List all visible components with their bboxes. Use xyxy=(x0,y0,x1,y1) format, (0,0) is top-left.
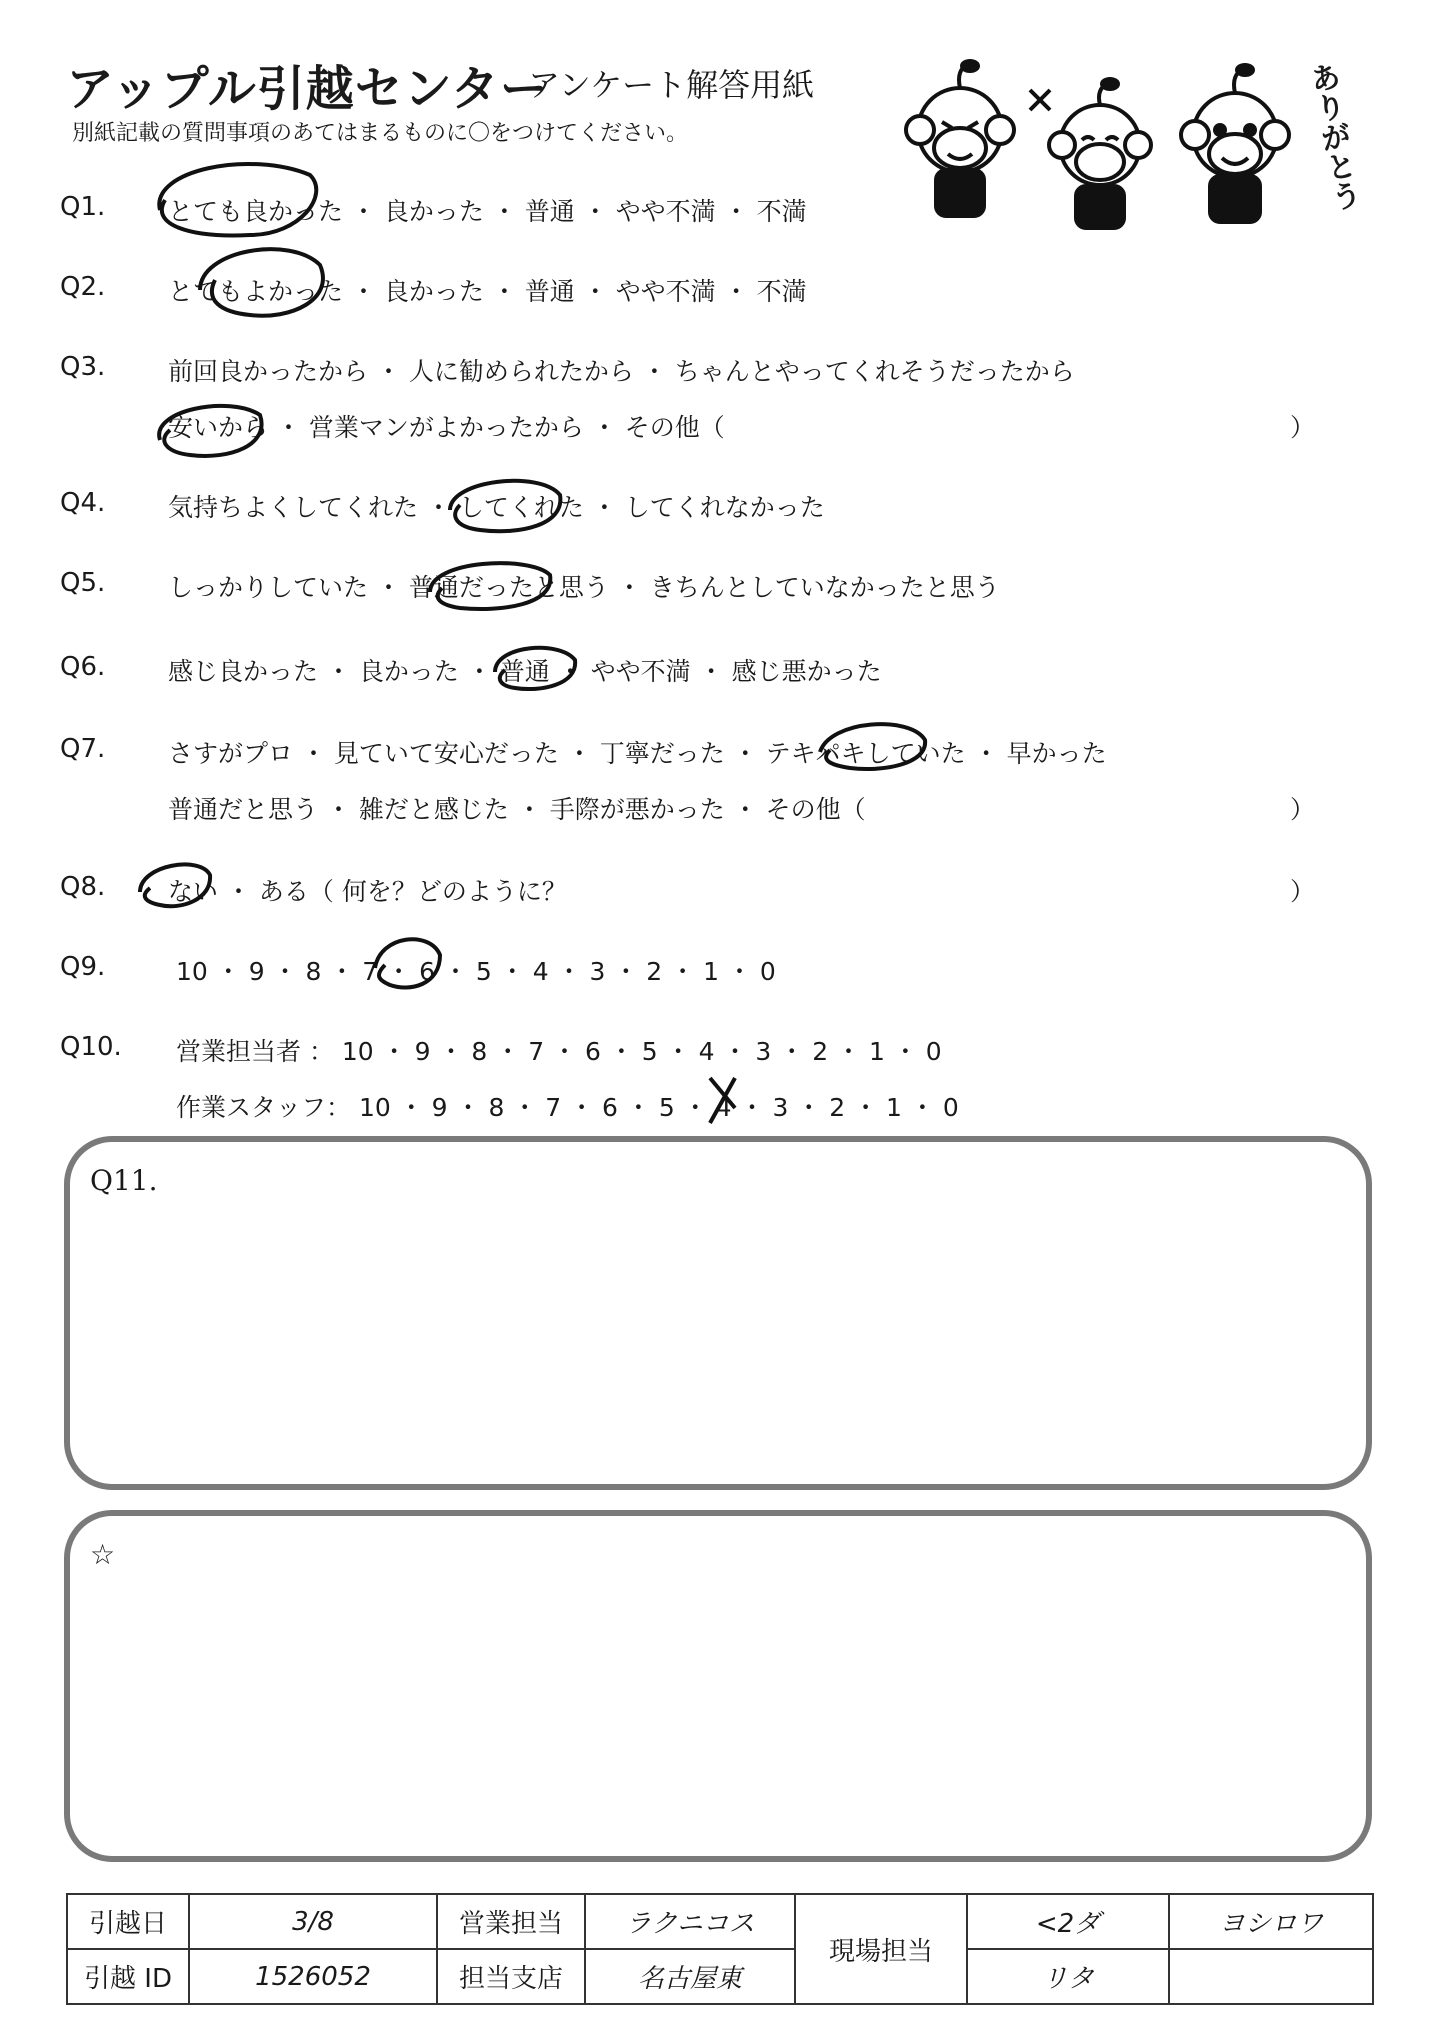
question-label: Q10. xyxy=(60,1032,122,1062)
branch-label: 担当支店 xyxy=(437,1949,585,2004)
move-date-value[interactable]: 3/8 xyxy=(189,1894,437,1949)
star-label: ☆ xyxy=(90,1538,116,1571)
question-options[interactable]: 10 ・ 9 ・ 8 ・ 7 ・ 6 ・ 5 ・ 4 ・ 3 ・ 2 ・ 1 ・ 0 xyxy=(176,957,776,986)
footer-info-table xyxy=(66,1893,1374,2005)
q11-label: Q11. xyxy=(90,1164,158,1197)
question-options[interactable]: さすがプロ ・ 見ていて安心だった ・ 丁寧だった ・ テキパキしていた ・ 早かった xyxy=(168,739,1107,768)
question-label: Q4. xyxy=(60,488,106,518)
thanks-text: ありがとう xyxy=(1302,60,1363,214)
question-options[interactable]: しっかりしていた ・ 普通だったと思う ・ きちんとしていなかったと思う xyxy=(168,573,1000,602)
question-label: Q3. xyxy=(60,352,106,382)
question-options[interactable]: 営業担当者 ： 10 ・ 9 ・ 8 ・ 7 ・ 6 ・ 5 ・ 4 ・ 3 ・ 2 ・ 1 ・ 0 xyxy=(176,1037,942,1066)
question-label: Q6. xyxy=(60,652,106,682)
question-label: Q5. xyxy=(60,568,106,598)
paren-close: ） xyxy=(1290,795,1316,824)
question-options[interactable]: とても良かった ・ 良かった ・ 普通 ・ やや不満 ・ 不満 xyxy=(168,197,807,226)
sales-value[interactable]: ラクニコス xyxy=(585,1894,795,1949)
question-options[interactable]: 前回良かったから ・ 人に勧められたから ・ ちゃんとやってくれそうだったから xyxy=(168,357,1075,386)
branch-value[interactable]: 名古屋東 xyxy=(585,1949,795,2004)
question-label: Q9. xyxy=(60,952,106,982)
site-value-4[interactable] xyxy=(1169,1949,1373,2004)
form-title: アップル引越センター xyxy=(66,61,549,117)
star-comment-box[interactable] xyxy=(64,1510,1372,1862)
question-label: Q1. xyxy=(60,192,106,222)
question-options[interactable]: 気持ちよくしてくれた ・ してくれた ・ してくれなかった xyxy=(168,493,825,522)
instruction-text: 別紙記載の質問事項のあてはまるものに〇をつけてください。 xyxy=(72,121,689,146)
question-options[interactable]: ない ・ ある（ 何を？どのように？ xyxy=(168,877,567,906)
question-options[interactable]: とてもよかった ・ 良かった ・ 普通 ・ やや不満 ・ 不満 xyxy=(168,277,807,306)
move-id-label: 引越 ID xyxy=(67,1949,189,2004)
site-label: 現場担当 xyxy=(795,1894,967,2004)
move-date-label: 引越日 xyxy=(67,1894,189,1949)
q11-comment-box[interactable] xyxy=(64,1136,1372,1490)
site-value-1[interactable]: <2ダ xyxy=(967,1894,1169,1949)
question-options[interactable]: 作業スタッフ： 10 ・ 9 ・ 8 ・ 7 ・ 6 ・ 5 ・ 4 ・ 3 ・ 2 ・ 1 ・ 0 xyxy=(176,1093,959,1122)
site-value-2[interactable]: ヨシロワ xyxy=(1169,1894,1373,1949)
question-options[interactable]: 感じ良かった ・ 良かった ・ 普通 ・ やや不満 ・ 感じ悪かった xyxy=(168,657,882,686)
question-options[interactable]: 普通だと思う ・ 雑だと感じた ・ 手際が悪かった ・ その他（ xyxy=(168,795,866,824)
site-value-3[interactable]: リタ xyxy=(967,1949,1169,2004)
question-label: Q7. xyxy=(60,734,106,764)
paren-close: ） xyxy=(1290,413,1316,442)
paren-close: ） xyxy=(1290,877,1316,906)
question-options[interactable]: 安いから ・ 営業マンがよかったから ・ その他（ xyxy=(168,413,725,442)
question-label: Q2. xyxy=(60,272,106,302)
monkey-mascots-illustration xyxy=(880,50,1360,240)
form-subtitle: アンケート解答用紙 xyxy=(528,66,815,104)
sales-label: 営業担当 xyxy=(437,1894,585,1949)
move-id-value[interactable]: 1526052 xyxy=(189,1949,437,2004)
question-label: Q8. xyxy=(60,872,106,902)
